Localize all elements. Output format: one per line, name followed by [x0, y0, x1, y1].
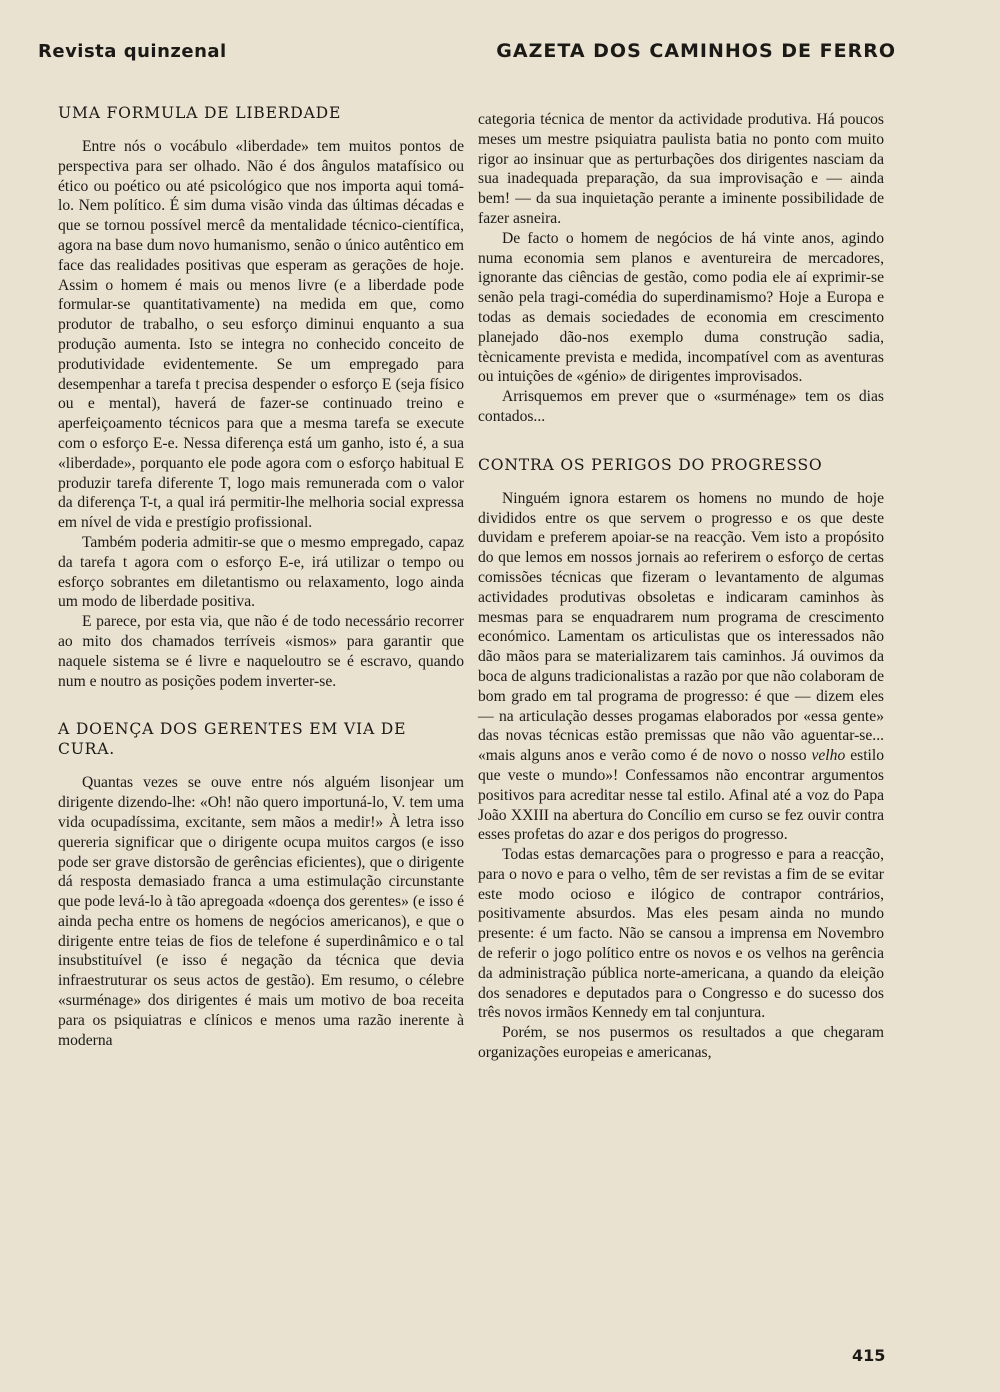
paragraph: Quantas vezes se ouve entre nós alguém lisonjear um dirigente dizendo-lhe: «Oh! não quero importuná-lo, V. tem uma vida ocupadíssima, excitante, sem mãos a medir!» À letra isso quereria significar que o dirigente ocupa muitos cargos (e isso pode ser grave distorsão de gerências eficientes), que o dirigente dá resposta demasiado franca a uma estimulação circunstante que pode levá-lo à tão apregoada «doença dos gerentes» (e isso é ainda pecha entre os homens de negócios americanos), e que o dirigente entre teias de fios de telefone é superdinâmico e o tal insubstituível (e isso é negação da técnica que devia infraestruturar os seus actos de gestão). Em resumo, o célebre «surménage» dos dirigentes é mais um motivo de boa receita para os psiquiatras e clínicos e menos uma razão inerente à moderna	[58, 774, 464, 1049]
paragraph-continued: categoria técnica de mentor da actividade produtiva. Há poucos meses um mestre psiquiatra paulista batia no ponto com muito rigor ao insinuar que as perturbações dos dirigentes nasciam da sua inadequada preparação, da sua improvisação e — ainda bem! — da sua inquietação perante a iminente possibilidade de fazer asneira.	[478, 111, 884, 227]
paragraph: Também poderia admitir-se que o mesmo empregado, capaz da tarefa t agora com o esforço E-e, irá utilizar o tempo ou esforço sobrantes em diletantismo ou relaxamento, logo ainda um modo de liberdade positiva.	[58, 533, 464, 611]
paragraph: De facto o homem de negócios de há vinte anos, agindo numa economia sem planos e aventureira de mercadores, ignorante das ciências de gestão, como podia ele aí exprimir-se senão pela tragi-comédia do superdinamismo? Hoje a Europa e todas as demais sociedades de economia em crescimento planejado dão-nos exemplo duma construção sadia, tècnicamente prevista e medida, incompatível com as aventuras ou intuições de «génio» de dirigentes improvisados.	[478, 229, 884, 386]
section-title-gerentes: A DOENÇA DOS GERENTES EM VIA DE CURA.	[58, 720, 407, 759]
running-head	[38, 40, 896, 62]
paragraph: Arrisquemos em prever que o «surménage» tem os dias contados...	[478, 388, 884, 425]
right-column	[478, 110, 884, 1063]
paragraph: Entre nós o vocábulo «liberdade» tem muitos pontos de perspectiva para ser olhado. Não é dos ângulos matafísico ou ético ou poético ou até psicológico que nos importa aqui tomá-lo. Nem político. É sim duma visão vinda das últimas décadas e que se tornou possível mercê da mentalidade técnico-científica, agora na base dum novo humanismo, senão o único autêntico em face das realidades positivas que esperam as gerações de hoje. Assim o homem é mais ou menos livre (e a liberdade pode formular-se quantitativamente) na medida em que, como produtor de trabalho, o seu esforço diminui enquanto a sua produção aumenta. Isto se integra no conhecido conceito de produtividade evidentemente. Se um empregado para desempenhar a tarefa t precisa despender o esforço E (seja físico ou e mental), haverá de fazer-se continuado treino e aperfeiçoamento técnicos para que a mesma tarefa se execute com o esforço E-e. Nessa diferença está um ganho, isto é, a sua «liberdade», porquanto ele pode agora com o esforço habitual E produzir tarefa diferente T, logo mais remunerada com o valor da diferença T-t, a qual irá permitir-lhe melhoria social expressa em nível de vida e prestígio profissional.	[58, 138, 464, 532]
running-head-right: GAZETA DOS CAMINHOS DE FERRO	[496, 40, 896, 62]
text-run: Ninguém ignora estarem os homens no mundo de hoje divididos entre os que servem o progresso e os que deste duvidam e preferem apoiar-se na reacção. Vem isto a propósito do que lemos em nossos jornais ao referirem o esforço de certas comissões técnicas que fizeram o levantamento de algumas actividades produtivas obsoletas e indicaram caminhos às mesmas para se enquadrarem num programa de crescimento económico. Lamentam os articulistas que os interessados não dão mãos para se materializarem tais caminhos. Já ouvimos da boca de alguns tradicionalistas a razão por que não colaboram de bom grado em tal programa de progresso: é que — dizem eles — na articulação desses progamas elaborados por «essa gente» das novas técnicas estão premissas que não vão aguentar-se... «mais alguns anos e verão como é de novo o nosso	[478, 489, 884, 765]
paragraph	[478, 489, 884, 845]
paragraph: Todas estas demarcações para o progresso e para a reacção, para o novo e para o velho, têm de ser revistas a fim de se evitar este modo ocioso e ilógico de contrapor contrários, positivamente absurdos. Mas eles pesam ainda no mundo presente: é um facto. Não se cansou a imprensa em Novembro de referir o jogo político entre os novos e os velhos na gerência da administração pública norte-americana, a quando da eleição dos senadores e deputados para o Congresso e do sucesso dos três novos irmãos Kennedy em tal conjuntura.	[478, 846, 884, 1022]
section-title-progresso: CONTRA OS PERIGOS DO PROGRESSO	[478, 455, 823, 474]
text-run: estilo que veste o mundo»! Confessamos não encontrar argumentos positivos para acreditar nesse tal estilo. Afinal até a voz do Papa João XXIII na abertura do Concílio em curso se fez ouvir contra esses profetas do azar e dos perigos do progresso.	[478, 747, 884, 844]
left-column	[58, 103, 464, 1050]
running-head-left: Revista quinzenal	[38, 41, 227, 62]
paragraph: E parece, por esta via, que não é de todo necessário recorrer ao mito dos chamados terríveis «ismos» para garantir que naquele sistema se é livre e naqueloutro se é escravo, quando num e noutro as posições podem inverter-se.	[58, 613, 464, 690]
paragraph: Porém, se nos pusermos os resultados a que chegaram organizações europeias e americanas,	[478, 1024, 884, 1062]
section-title-liberdade: UMA FORMULA DE LIBERDADE	[58, 104, 342, 122]
page-number: 415	[852, 1346, 886, 1365]
emphasis-velho: velho	[811, 747, 846, 765]
